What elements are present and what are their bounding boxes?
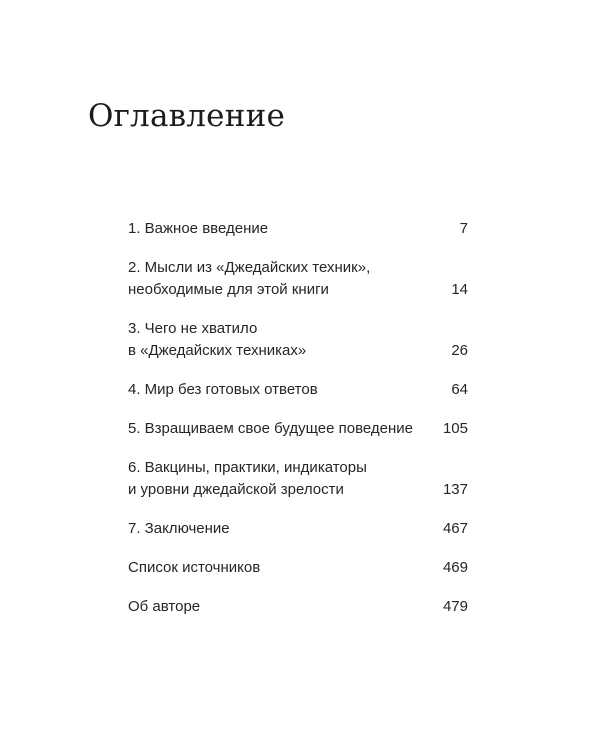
toc-entry-introduction[interactable] [128,218,468,240]
toc-entry-title: 4. Мир без готовых ответов [128,381,318,398]
toc-entry-title: 1. Важное введение [128,220,269,237]
toc-entry-page-number: 479 [442,598,468,615]
table-of-contents [128,218,468,635]
toc-entry-page-number: 7 [459,220,468,237]
toc-entry-vaccines-practices[interactable] [128,457,468,501]
toc-entry-title: 7. Заключение [128,520,230,537]
toc-entry-title: Список источников [128,559,261,576]
toc-entry-title: 6. Вакцины, практики, индикаторы и уровни джедайской зрелости [128,459,367,498]
toc-entry-title: 3. Чего не хватило в «Джедайских техниках» [128,320,307,359]
toc-entry-sources[interactable] [128,557,468,579]
toc-entry-future-behavior[interactable] [128,418,468,440]
toc-entry-page-number: 26 [451,342,468,359]
toc-entry-about-author[interactable] [128,596,468,618]
toc-entry-page-number: 64 [451,381,468,398]
toc-entry-page-number: 105 [442,420,468,437]
toc-entry-world-without-answers[interactable] [128,379,468,401]
toc-entry-title: Об авторе [128,598,201,615]
toc-entry-page-number: 137 [442,481,468,498]
toc-entry-page-number: 467 [442,520,468,537]
toc-entry-jedi-thoughts[interactable] [128,257,468,301]
toc-entry-missing[interactable] [128,318,468,362]
toc-entry-page-number: 14 [451,281,468,298]
toc-entry-title: 5. Взращиваем свое будущее поведение [128,420,413,437]
toc-entry-page-number: 469 [442,559,468,576]
toc-entry-conclusion[interactable] [128,518,468,540]
toc-entry-title: 2. Мысли из «Джедайских техник», необходимые для этой книги [128,259,371,298]
page-title: Оглавление [88,98,285,134]
